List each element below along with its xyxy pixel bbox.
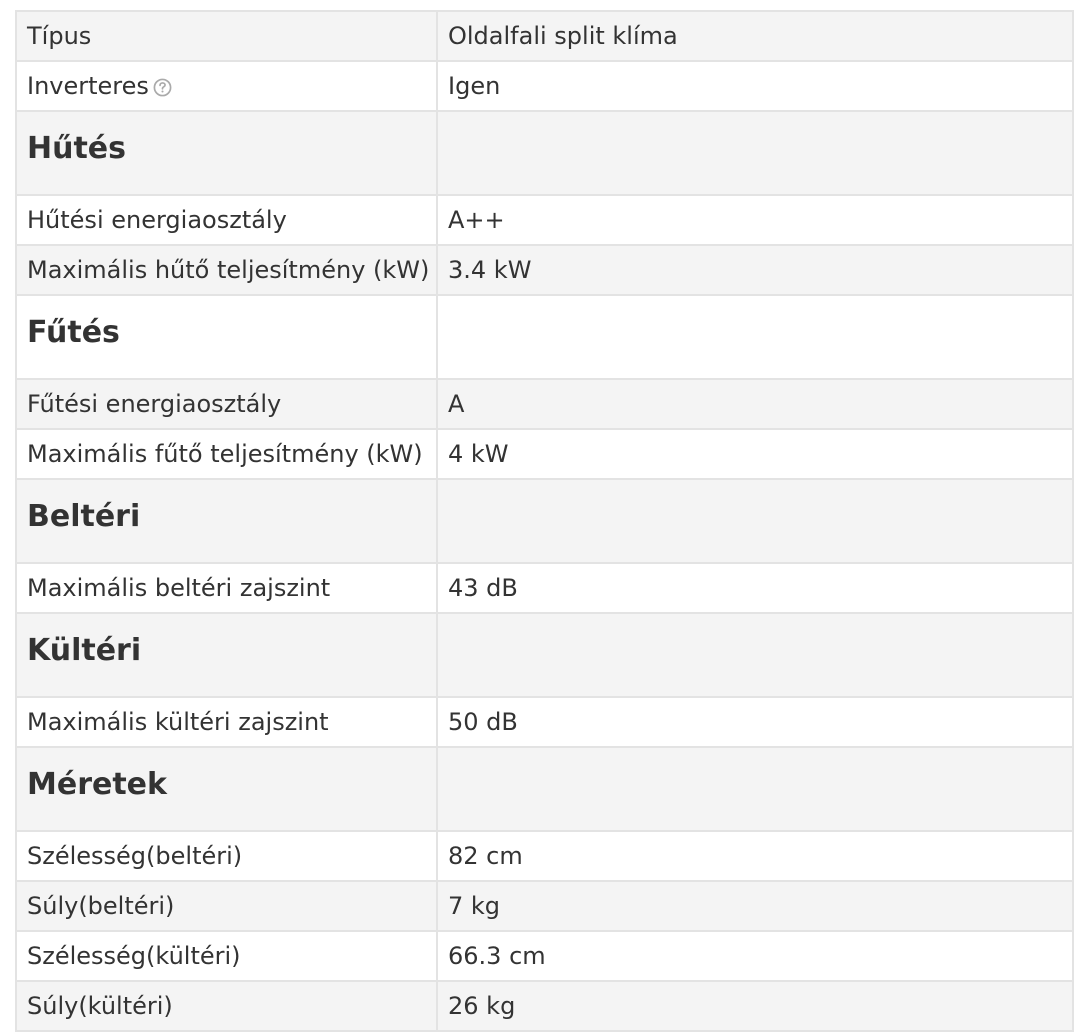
section-title: Méretek <box>16 747 437 831</box>
spec-label: Típus <box>16 11 437 61</box>
spec-value: 82 cm <box>437 831 1073 881</box>
spec-label: Fűtési energiaosztály <box>16 379 437 429</box>
spec-value: 26 kg <box>437 981 1073 1031</box>
spec-row-max-kulteri-zajszint <box>16 697 1073 747</box>
section-title: Beltéri <box>16 479 437 563</box>
section-empty-cell <box>437 295 1073 379</box>
section-heading-futes <box>16 295 1073 379</box>
spec-row-inverteres <box>16 61 1073 111</box>
spec-value: 43 dB <box>437 563 1073 613</box>
spec-row-max-belteri-zajszint <box>16 563 1073 613</box>
section-heading-meretek <box>16 747 1073 831</box>
spec-value: A <box>437 379 1073 429</box>
section-title: Kültéri <box>16 613 437 697</box>
spec-row-szelesseg-kulteri <box>16 931 1073 981</box>
spec-table <box>15 10 1074 1032</box>
section-empty-cell <box>437 111 1073 195</box>
spec-row-max-huto-teljesitmeny <box>16 245 1073 295</box>
spec-value: 7 kg <box>437 881 1073 931</box>
spec-row-futesi-energiaosztaly <box>16 379 1073 429</box>
section-empty-cell <box>437 479 1073 563</box>
spec-label: Súly(kültéri) <box>16 981 437 1031</box>
spec-row-max-futo-teljesitmeny <box>16 429 1073 479</box>
spec-row-tipus <box>16 11 1073 61</box>
spec-value: Oldalfali split klíma <box>437 11 1073 61</box>
spec-label: Inverteres <box>27 71 149 100</box>
spec-value: 50 dB <box>437 697 1073 747</box>
spec-label: Maximális beltéri zajszint <box>16 563 437 613</box>
spec-label: Súly(beltéri) <box>16 881 437 931</box>
spec-label: Szélesség(kültéri) <box>16 931 437 981</box>
spec-label-cell <box>16 61 437 111</box>
spec-row-hutesi-energiaosztaly <box>16 195 1073 245</box>
spec-value: A++ <box>437 195 1073 245</box>
section-empty-cell <box>437 613 1073 697</box>
spec-value: Igen <box>437 61 1073 111</box>
question-circle-icon[interactable] <box>153 75 172 94</box>
section-heading-kulteri <box>16 613 1073 697</box>
spec-label: Maximális fűtő teljesítmény (kW) <box>16 429 437 479</box>
section-empty-cell <box>437 747 1073 831</box>
section-title: Fűtés <box>16 295 437 379</box>
section-heading-belteri <box>16 479 1073 563</box>
spec-label: Maximális kültéri zajszint <box>16 697 437 747</box>
spec-row-suly-belteri <box>16 881 1073 931</box>
spec-value: 3.4 kW <box>437 245 1073 295</box>
spec-value: 66.3 cm <box>437 931 1073 981</box>
spec-value: 4 kW <box>437 429 1073 479</box>
section-title: Hűtés <box>16 111 437 195</box>
spec-label: Maximális hűtő teljesítmény (kW) <box>16 245 437 295</box>
section-heading-hutes <box>16 111 1073 195</box>
spec-label: Szélesség(beltéri) <box>16 831 437 881</box>
spec-label: Hűtési energiaosztály <box>16 195 437 245</box>
spec-row-suly-kulteri <box>16 981 1073 1031</box>
spec-row-szelesseg-belteri <box>16 831 1073 881</box>
